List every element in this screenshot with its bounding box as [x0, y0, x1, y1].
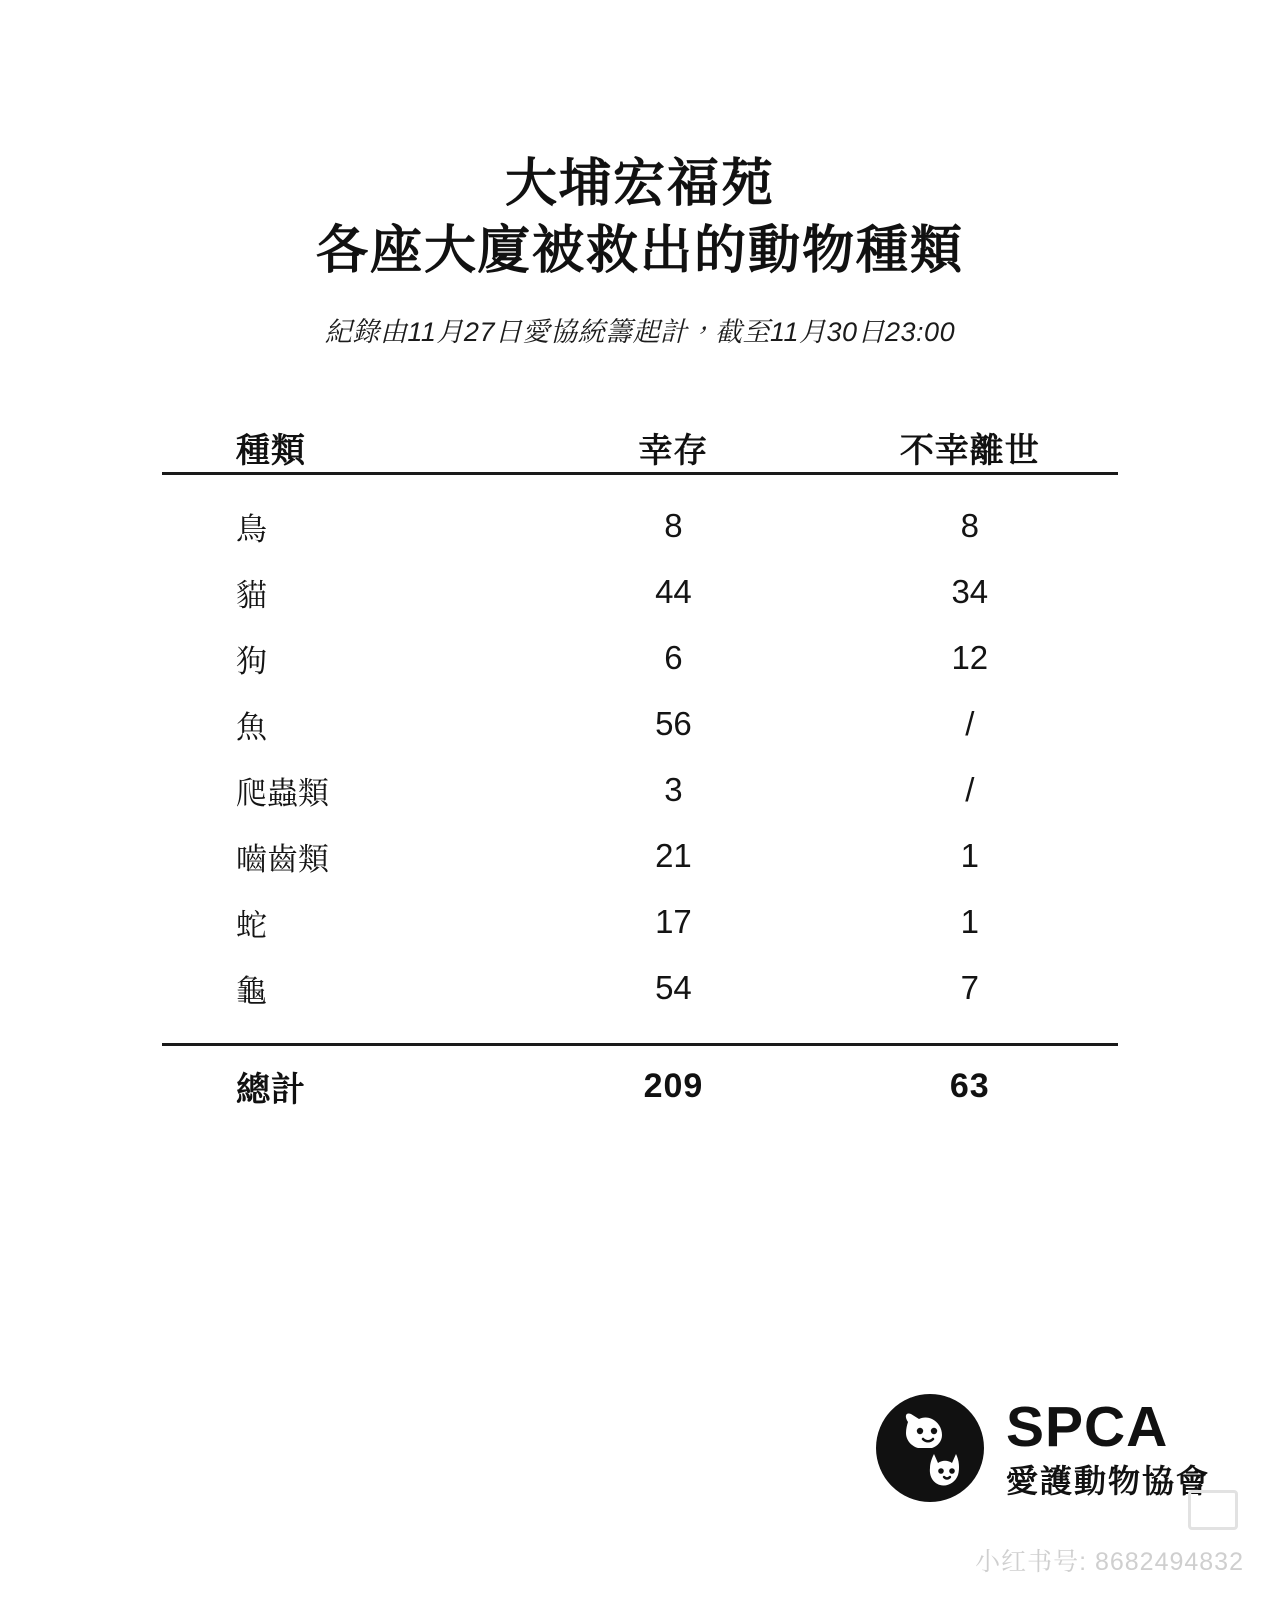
- column-header-kind: 種類: [162, 423, 525, 474]
- cell-dead: /: [965, 771, 975, 808]
- cell-alive: 6: [664, 639, 683, 676]
- logo-title: SPCA: [1005, 1395, 1169, 1459]
- watermark-text: 小红书号: 8682494832: [975, 1548, 1244, 1576]
- table-row: [162, 955, 1118, 1045]
- total-alive: 209: [525, 1045, 821, 1127]
- table-row: [162, 474, 1118, 560]
- table-row: [162, 757, 1118, 823]
- cell-kind: 貓: [236, 577, 267, 613]
- cell-kind: 爬蟲類: [236, 775, 329, 811]
- cell-alive: 56: [655, 705, 692, 742]
- header: [0, 0, 1280, 349]
- total-label: 總計: [162, 1045, 525, 1127]
- page-title-line-1: 大埔宏福苑: [504, 155, 775, 213]
- cell-kind: 鳥: [236, 511, 267, 547]
- page-title-line-2: 各座大廈被救出的動物種類: [315, 222, 964, 280]
- table-row: [162, 691, 1118, 757]
- watermark-box-decoration: [1188, 1490, 1238, 1530]
- cell-kind: 龜: [236, 973, 267, 1009]
- table-row-total: [162, 1045, 1118, 1127]
- column-header-alive: 幸存: [525, 423, 821, 474]
- cell-dead: 12: [951, 639, 989, 676]
- cell-alive: 3: [664, 771, 683, 808]
- cell-alive: 17: [655, 903, 692, 940]
- page-subtitle: 紀錄由11月27日愛協統籌起計，截至11月30日23:00: [324, 317, 956, 347]
- spca-logo: [874, 1392, 1210, 1504]
- cell-kind: 蛇: [236, 907, 267, 943]
- cell-dead: 8: [960, 507, 979, 544]
- table-header: [162, 423, 1118, 474]
- cell-kind: 魚: [236, 709, 267, 745]
- dog-cat-circle-icon: [874, 1392, 986, 1504]
- table-body: [162, 474, 1118, 1045]
- cell-alive: 8: [664, 507, 683, 544]
- table-row: [162, 625, 1118, 691]
- table-row: [162, 889, 1118, 955]
- table-row: [162, 823, 1118, 889]
- cell-kind: 狗: [236, 643, 267, 679]
- stats-table-container: [162, 423, 1118, 1126]
- total-dead: 63: [822, 1045, 1118, 1127]
- cell-alive: 44: [655, 573, 692, 610]
- table-footer-total: [162, 1045, 1118, 1127]
- cell-alive: 54: [655, 969, 692, 1006]
- logo-subtitle: 愛護動物協會: [1005, 1463, 1210, 1499]
- cell-alive: 21: [655, 837, 692, 874]
- cell-kind: 嚙齒類: [236, 841, 329, 877]
- stats-table: [162, 423, 1118, 1126]
- table-row: [162, 559, 1118, 625]
- column-header-dead: 不幸離世: [822, 423, 1118, 474]
- cell-dead: /: [965, 705, 975, 742]
- cell-dead: 1: [960, 837, 979, 874]
- cell-dead: 34: [951, 573, 989, 610]
- cell-dead: 1: [960, 903, 979, 940]
- logo-text: [1005, 1395, 1210, 1499]
- cell-dead: 7: [960, 969, 979, 1006]
